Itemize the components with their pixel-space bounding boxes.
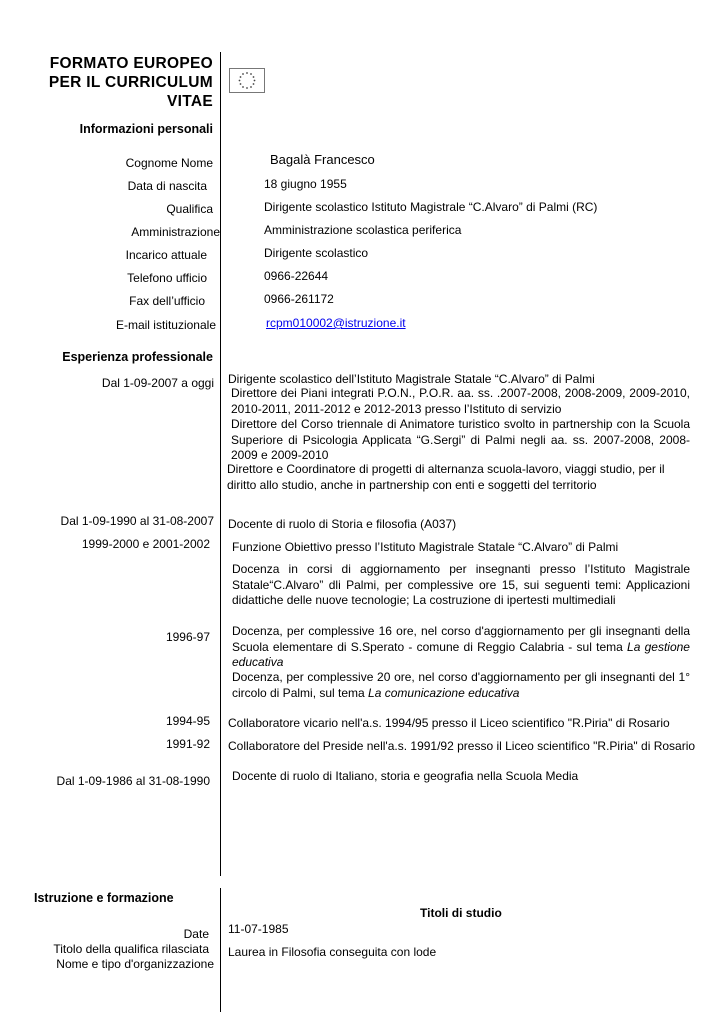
cv-title-line: PER IL CURRICULUM <box>48 74 213 91</box>
experience-text: Funzione Obiettivo presso l’Istituto Magistrale Statale “C.Alvaro” di Palmi <box>232 540 619 554</box>
cv-title-line: FORMATO EUROPEO <box>49 55 213 72</box>
label-education-date: Date <box>183 927 209 941</box>
experience-paragraph-text: Docenza, per complessive 20 ore, nel corso d'aggiornamento per gli insegnanti del 1° circolo di Palmi, sul tema <box>232 670 690 700</box>
cv-title-line: VITAE <box>167 93 213 110</box>
value-administration: Amministrazione scolastica periferica <box>264 223 462 237</box>
experience-date: 1999-2000 e 2001-2002 <box>81 537 210 551</box>
experience-paragraph: Direttore del Corso triennale di Animatore turistico svolto in partnership con la Scuola Superiore di Psicologia Applicata “G.Sergi” di Palmi negli aa. ss. 2007-2008, 2008-2009 e 2009-2010 <box>231 417 690 462</box>
experience-text: Docente di ruolo di Storia e filosofia (A037) <box>228 517 457 531</box>
label-email: E-mail istituzionale <box>115 318 216 332</box>
eu-flag-icon <box>229 68 265 93</box>
label-organization: Nome e tipo d'organizzazione <box>56 957 214 971</box>
value-qualification: Dirigente scolastico Istituto Magistrale “C.Alvaro” di Palmi (RC) <box>264 200 598 214</box>
label-birthdate: Data di nascita <box>127 179 207 193</box>
experience-date: 1991-92 <box>165 737 210 751</box>
label-qualification: Qualifica <box>166 202 213 216</box>
experience-text: Collaboratore del Preside nell'a.s. 1991/92 presso il Liceo scientifico "R.Piria" di Rosario <box>228 739 696 753</box>
experience-paragraph: Direttore e Coordinatore di progetti di alternanza scuola-lavoro, viaggi studio, per il diritto allo studio, anche in partnership con enti e soggetti del territorio <box>227 462 665 492</box>
experience-paragraph <box>232 624 690 671</box>
value-current-role: Dirigente scolastico <box>264 246 369 260</box>
label-phone: Telefono ufficio <box>127 271 207 285</box>
experience-paragraph: Docenza in corsi di aggiornamento per insegnanti presso l’Istituto Magistrale Statale“C.Alvaro” dli Palmi, per complessive ore 15, sui seguenti temi: Applicazioni didattiche delle nuove tecnologie; La costruzione di ipertesti multimediali <box>232 562 690 607</box>
label-fax: Fax dell’ufficio <box>129 294 205 308</box>
section-heading-personal: Informazioni personali <box>79 122 213 136</box>
label-qualification-title: Titolo della qualifica rilasciata <box>53 942 209 956</box>
experience-paragraph: Direttore dei Piani integrati P.O.N., P.O.R. aa. ss. .2007-2008, 2008-2009, 2009-2010, 2010-2011, 2011-2012 e 2012-2013 presso l’Istituto di servizio <box>231 386 690 416</box>
column-divider <box>220 52 221 876</box>
education-date-value: 11-07-1985 <box>228 922 289 936</box>
education-title-value: Laurea in Filosofia conseguita con lode <box>228 945 437 959</box>
section-heading-experience: Esperienza professionale <box>62 350 213 364</box>
value-fax: 0966-261172 <box>264 292 334 306</box>
experience-paragraph-text: Docenza, per complessive 16 ore, nel corso d'aggiornamento per gli insegnanti della Scuola elementare di S.Sperato - comune di Reggio Calabria - sul tema <box>232 624 690 654</box>
course-theme: La comunicazione educativa <box>368 685 520 700</box>
experience-date: Dal 1-09-1986 al 31-08-1990 <box>56 774 210 788</box>
label-current-role: Incarico attuale <box>125 248 207 262</box>
experience-text: Docente di ruolo di Italiano, storia e geografia nella Scuola Media <box>232 769 579 783</box>
value-name: Bagalà Francesco <box>270 152 375 167</box>
experience-paragraph <box>232 670 690 701</box>
course-theme: La gestione educativa <box>232 639 690 669</box>
label-administration: Amministrazione <box>131 225 220 239</box>
email-link[interactable]: rcpm010002@istruzione.it <box>266 316 406 330</box>
experience-date: 1996-97 <box>165 630 210 644</box>
value-phone: 0966-22644 <box>264 269 329 283</box>
experience-date: Dal 1-09-1990 al 31-08-2007 <box>60 514 214 528</box>
column-divider <box>220 888 221 1012</box>
experience-date: Dal 1-09-2007 a oggi <box>101 376 214 390</box>
value-birthdate: 18 giugno 1955 <box>264 177 347 191</box>
experience-text: Dirigente scolastico dell’Istituto Magistrale Statale “C.Alvaro” di Palmi <box>228 372 595 386</box>
education-subheading: Titoli di studio <box>420 906 502 920</box>
label-name: Cognome Nome <box>125 156 213 170</box>
experience-date: 1994-95 <box>165 714 210 728</box>
experience-text: Collaboratore vicario nell'a.s. 1994/95 presso il Liceo scientifico "R.Piria" di Rosario <box>228 716 670 730</box>
section-heading-education: Istruzione e formazione <box>34 891 174 905</box>
cv-title <box>40 54 213 111</box>
